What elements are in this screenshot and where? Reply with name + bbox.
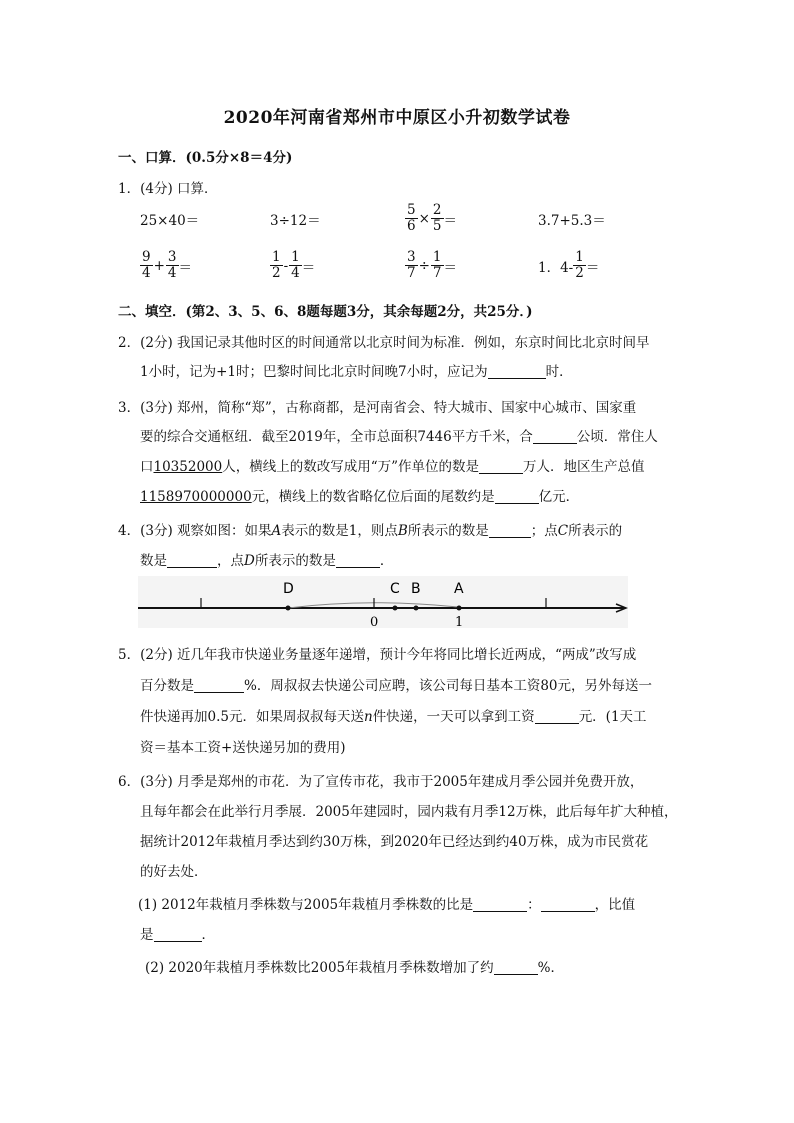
point-a — [457, 606, 462, 611]
q2-line-1: 2．(2分) 我国记录其他时区的时间通常以北京时间为标准．例如，东京时间比北京时间早 — [118, 335, 650, 351]
q5-line-4: 资＝基本工资+送快递另加的费用) — [140, 740, 346, 756]
point-d — [286, 606, 291, 611]
q4-line-1: 4．(3分) 观察如图：如果A表示的数是1，则点B所表示的数是 ；点C所表示的 — [118, 523, 623, 539]
q1-item-1: 25×40＝ — [140, 213, 200, 229]
label-d: D — [283, 581, 294, 597]
section1-heading: 一、口算．(0.5分×8＝4分) — [118, 150, 293, 166]
q3-line-4: 1158970000000元，横线上的数省略亿位后面的尾数约是 亿元． — [140, 489, 580, 505]
fraction: $\frac{5}{6}$ — [407, 202, 416, 234]
q6-line-2: 且每年都会在此举行月季展．2005年建园时，园内栽有月季12万株，此后每年扩大种植， — [140, 804, 678, 820]
q2-line-2: 1小时，记为+1时；巴黎时间比北京时间晚7小时，应记为 时． — [140, 364, 573, 380]
fraction: $\frac{1}{2}$ — [575, 249, 584, 281]
answer-blank[interactable] — [194, 678, 244, 693]
answer-blank[interactable] — [489, 523, 531, 538]
q1-stem: 1．(4分) 口算． — [118, 181, 218, 197]
fraction: $\frac{9}{4}$ — [142, 249, 151, 281]
fraction: $\frac{2}{5}$ — [432, 202, 442, 234]
answer-blank[interactable] — [154, 927, 202, 942]
fraction: $\frac{1}{4}$ — [291, 249, 300, 281]
q6-line-1: 6．(3分) 月季是郑州的市花．为了宣传市花，我市于2005年建成月季公园并免费开放， — [118, 774, 644, 790]
q4-line-2: 数是 ，点D所表示的数是 ． — [140, 553, 394, 569]
answer-blank[interactable] — [336, 553, 380, 568]
q6-line-3: 据统计2012年栽植月季达到约30万株，到2020年已经达到约40万株，成为市民赏花 — [140, 834, 649, 850]
answer-blank[interactable] — [541, 897, 595, 912]
point-c — [393, 606, 398, 611]
fraction: $\frac{3}{4}$ — [167, 249, 177, 281]
q1-item-6: $\frac{1}{2}$ - $\frac{1}{4}$ ＝ — [272, 249, 316, 281]
q1-item-5: $\frac{9}{4}$ + $\frac{3}{4}$ ＝ — [142, 249, 192, 281]
number-line-figure — [138, 576, 628, 628]
answer-blank[interactable] — [494, 960, 538, 975]
q1-item-2: 3÷12＝ — [270, 213, 321, 229]
label-zero: 0 — [370, 615, 379, 628]
fraction: $\frac{1}{7}$ — [432, 249, 442, 281]
q3-line-2: 要的综合交通枢纽．截至2019年，全市总面积7446平方千米，合 公顷．常住人 — [140, 429, 658, 445]
q1-item-4: 3.7+5.3＝ — [538, 213, 606, 229]
q5-line-1: 5．(2分) 近几年我市快递业务量逐年递增，预计今年将同比增长近两成，“两成”改写成 — [118, 647, 637, 663]
fraction: $\frac{3}{7}$ — [407, 249, 416, 281]
q5-line-2: 百分数是 %．周叔叔去快递公司应聘，该公司每日基本工资80元，另外每送一 — [140, 678, 653, 694]
answer-blank[interactable] — [479, 459, 523, 474]
q6-sub-1-cont: 是 ． — [140, 927, 215, 943]
label-one: 1 — [455, 615, 464, 628]
label-c: C — [390, 581, 400, 597]
q1-item-3: $\frac{5}{6}$ × $\frac{2}{5}$ ＝ — [407, 202, 457, 234]
label-b: B — [411, 581, 421, 597]
label-a: A — [454, 581, 464, 597]
q6-sub-2: (2) 2020年栽植月季株数比2005年栽植月季株数增加了约 %． — [145, 960, 564, 976]
answer-blank[interactable] — [535, 709, 579, 724]
answer-blank[interactable] — [473, 897, 527, 912]
fraction: $\frac{1}{2}$ — [272, 249, 281, 281]
answer-blank[interactable] — [495, 489, 539, 504]
answer-blank[interactable] — [488, 364, 546, 379]
point-b — [414, 606, 419, 611]
q6-sub-1: (1) 2012年栽植月季株数与2005年栽植月季株数的比是 ： ，比值 — [138, 897, 636, 913]
figure-background — [138, 576, 628, 628]
page-title: 2020年河南省郑州市中原区小升初数学试卷 — [223, 108, 571, 128]
answer-blank[interactable] — [167, 553, 217, 568]
answer-blank[interactable] — [533, 429, 577, 444]
q1-item-7: $\frac{3}{7}$ ÷ $\frac{1}{7}$ ＝ — [407, 249, 457, 281]
q6-line-4: 的好去处． — [140, 864, 208, 880]
q1-item-8: 1．4- $\frac{1}{2}$ ＝ — [538, 249, 600, 281]
q3-line-3: 口10352000人，横线上的数改写成用“万”作单位的数是 万人．地区生产总值 — [140, 459, 645, 475]
q3-line-1: 3．(3分) 郑州，简称“郑”，古称商都，是河南省会、特大城市、国家中心城市、国家重 — [118, 400, 637, 416]
section2-heading: 二、填空．(第2、3、5、6、8题每题3分，其余每题2分，共25分．) — [118, 304, 533, 320]
q5-line-3: 件快递再加0.5元．如果周叔叔每天送n件快递，一天可以拿到工资 元．(1天工 — [140, 709, 647, 725]
